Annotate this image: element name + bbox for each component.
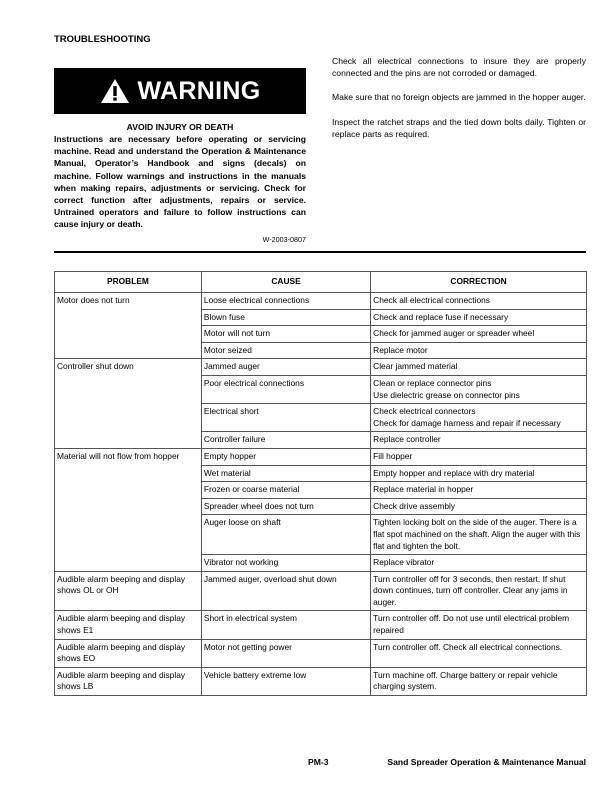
problem-cell: Controller shut down — [55, 359, 202, 449]
correction-line: Turn controller off for 3 seconds, then restart. If shut down continues, turn off controller. Clear any jams in auger. — [373, 573, 568, 607]
correction-line: Empty hopper and replace with dry material — [373, 467, 535, 478]
correction-cell — [371, 448, 587, 465]
correction-line: Replace material in hopper — [373, 484, 474, 495]
correction-cell — [371, 515, 587, 555]
correction-cell — [371, 342, 587, 359]
table-row — [55, 293, 587, 310]
cause-cell: Frozen or coarse material — [201, 482, 370, 499]
correction-cell — [371, 404, 587, 432]
correction-line: Check drive assembly — [373, 500, 456, 511]
table-row — [55, 571, 587, 611]
correction-line: Use dielectric grease on connector pins — [373, 389, 520, 400]
cause-cell: Short in electrical system — [201, 611, 370, 639]
warning-code: W-2003-0807 — [262, 234, 306, 244]
problem-cell: Audible alarm beeping and display shows E1 — [55, 611, 202, 639]
cause-cell: Jammed auger — [201, 359, 370, 376]
warning-panel — [54, 68, 306, 244]
cause-cell: Jammed auger, overload shut down — [201, 571, 370, 611]
warning-title: WARNING — [137, 76, 261, 105]
header-correction: CORRECTION — [371, 272, 587, 293]
table-row — [55, 448, 587, 465]
warning-banner — [54, 68, 306, 114]
correction-line: Check for jammed auger or spreader wheel — [373, 328, 535, 339]
correction-cell — [371, 667, 587, 695]
problem-cell: Motor does not turn — [55, 293, 202, 359]
cause-cell: Spreader wheel does not turn — [201, 498, 370, 515]
cause-cell: Wet material — [201, 465, 370, 482]
cause-cell: Motor will not turn — [201, 326, 370, 343]
correction-line: Replace vibrator — [373, 557, 435, 568]
cause-cell: Empty hopper — [201, 448, 370, 465]
cause-cell: Motor not getting power — [201, 639, 370, 667]
table-row — [55, 611, 587, 639]
warning-body: Instructions are necessary before operating or servicing machine. Read and understand the Operation & Maintenance Manual, Operator’s Handbook and signs (decals) on machine. Follow warnings and instructions in the manuals when making repairs, adjustments or servicing. Check for correct function after adjustments, repairs or service. Untrained operators and failure to follow instructions can cause injury or death. — [54, 134, 306, 230]
warning-triangle-icon — [100, 78, 130, 104]
correction-cell — [371, 639, 587, 667]
cause-cell: Vehicle battery extreme low — [201, 667, 370, 695]
cause-cell: Vibrator not working — [201, 555, 370, 572]
cause-cell: Poor electrical connections — [201, 375, 370, 403]
correction-line: Tighten locking bolt on the side of the auger. There is a flat spot machined on the shaft. Align the auger with this flat and tighten the bolt. — [373, 517, 581, 551]
section-title: TROUBLESHOOTING — [54, 34, 151, 45]
header-cause: CAUSE — [201, 272, 370, 293]
cause-cell: Electrical short — [201, 404, 370, 432]
cause-cell: Loose electrical connections — [201, 293, 370, 310]
correction-cell — [371, 375, 587, 403]
section-divider — [54, 251, 586, 253]
correction-cell — [371, 611, 587, 639]
correction-line: Turn controller off. Check all electrical connections. — [373, 641, 563, 652]
table-row — [55, 667, 587, 695]
cause-cell: Motor seized — [201, 342, 370, 359]
note-connections: Check all electrical connections to insure they are properly connected and the pins are not corroded or damaged. — [332, 56, 586, 79]
cause-cell: Controller failure — [201, 432, 370, 449]
correction-line: Replace controller — [373, 434, 441, 445]
table-row — [55, 359, 587, 376]
correction-cell — [371, 498, 587, 515]
correction-cell — [371, 555, 587, 572]
note-foreign-objects: Make sure that no foreign objects are jammed in the hopper auger. — [332, 92, 586, 103]
correction-line: Replace motor — [373, 344, 428, 355]
problem-cell: Audible alarm beeping and display shows EO — [55, 639, 202, 667]
problem-cell: Audible alarm beeping and display shows LB — [55, 667, 202, 695]
correction-cell — [371, 293, 587, 310]
correction-line: Clear jammed material — [373, 361, 458, 372]
correction-cell — [371, 465, 587, 482]
correction-line: Turn machine off. Charge battery or repair vehicle charging system. — [373, 669, 558, 692]
correction-line: Clean or replace connector pins — [373, 377, 492, 388]
header-problem: PROBLEM — [55, 272, 202, 293]
cause-cell: Blown fuse — [201, 309, 370, 326]
correction-line: Check all electrical connections — [373, 295, 490, 305]
correction-line: Check for damage harness and repair if necessary — [373, 417, 561, 428]
correction-cell — [371, 309, 587, 326]
correction-line: Check and replace fuse if necessary — [373, 311, 509, 322]
correction-cell — [371, 359, 587, 376]
page-number: PM-3 — [308, 757, 329, 767]
correction-cell — [371, 432, 587, 449]
problem-cell: Audible alarm beeping and display shows OL or OH — [55, 571, 202, 611]
warning-subtitle: AVOID INJURY OR DEATH — [126, 122, 234, 132]
correction-line: Check electrical connectors — [373, 406, 476, 417]
troubleshooting-table — [54, 271, 587, 696]
correction-cell — [371, 571, 587, 611]
correction-cell — [371, 326, 587, 343]
correction-line: Fill hopper — [373, 450, 413, 461]
note-ratchet-straps: Inspect the ratchet straps and the tied down bolts daily. Tighten or replace parts as required. — [332, 116, 586, 139]
table-row — [55, 639, 587, 667]
cause-cell: Auger loose on shaft — [201, 515, 370, 555]
problem-cell: Material will not flow from hopper — [55, 448, 202, 571]
table-body — [55, 293, 587, 696]
correction-line: Turn controller off. Do not use until electrical problem repaired — [373, 613, 570, 636]
table-header-row — [55, 272, 587, 293]
manual-title: Sand Spreader Operation & Maintenance Manual — [387, 757, 586, 767]
maintenance-notes — [332, 55, 586, 140]
correction-cell — [371, 482, 587, 499]
